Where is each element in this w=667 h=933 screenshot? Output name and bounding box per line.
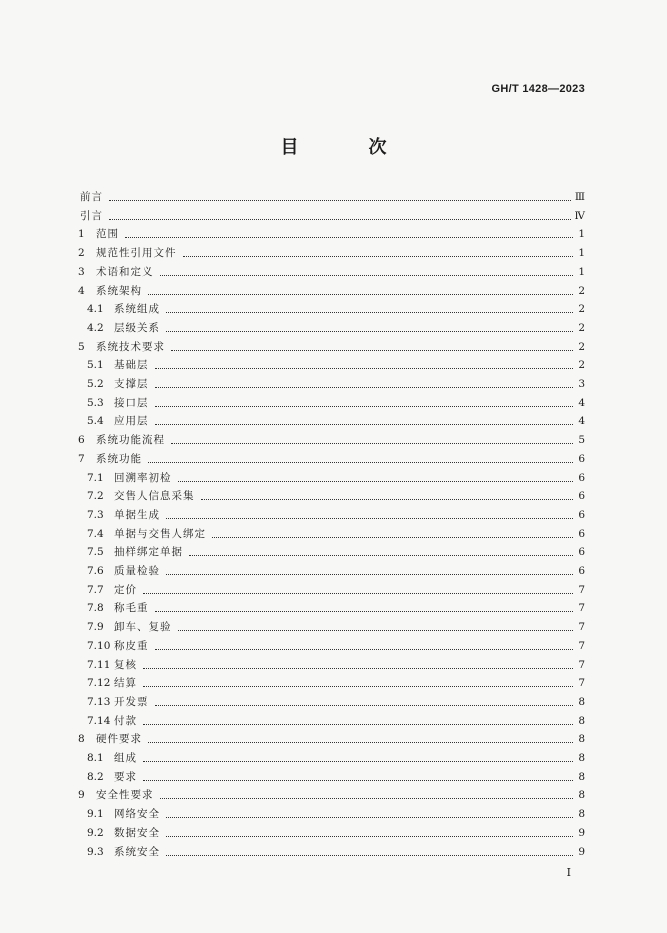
toc-entry-page: 6 xyxy=(578,565,585,577)
toc-entry-page: 4 xyxy=(578,415,585,428)
toc-entry-number: 7.6 xyxy=(87,565,104,577)
toc-entry-label: 基础层 xyxy=(114,359,149,372)
toc-entry-number: 7.7 xyxy=(87,583,104,596)
toc-entry-number: 4 xyxy=(78,284,85,297)
toc-entry-number: 7.5 xyxy=(87,546,104,559)
toc-entry[interactable] xyxy=(87,676,585,690)
toc-entry[interactable] xyxy=(87,751,585,765)
toc-entry-label: 硬件要求 xyxy=(96,733,142,746)
toc-entry-page: 7 xyxy=(578,677,585,690)
toc-entry-label: 单据生成 xyxy=(114,508,160,521)
toc-entry-number: 1 xyxy=(78,228,85,241)
toc-leader-dots xyxy=(166,854,573,856)
toc-entry-label: 支撑层 xyxy=(114,378,149,390)
toc-entry[interactable] xyxy=(87,845,585,859)
toc-entry[interactable] xyxy=(87,564,585,578)
toc-leader-dots xyxy=(109,199,571,201)
toc-entry-label: 卸车、复验 xyxy=(114,621,172,634)
toc-entry-label: 称皮重 xyxy=(114,639,149,652)
toc-leader-dots xyxy=(166,311,573,313)
toc-entry[interactable] xyxy=(87,471,585,485)
toc-entry-page: 9 xyxy=(578,826,585,839)
toc-entry-label: 系统组成 xyxy=(114,303,160,316)
toc-entry[interactable] xyxy=(87,358,585,372)
toc-entry-page: 1 xyxy=(578,228,585,241)
toc-entry[interactable] xyxy=(87,658,585,672)
toc-entry-page: 3 xyxy=(578,378,585,390)
toc-entry-page: 8 xyxy=(578,770,585,783)
toc-entry[interactable] xyxy=(87,527,585,541)
toc-entry-label: 前言 xyxy=(80,191,103,203)
toc-leader-dots xyxy=(155,367,574,369)
toc-leader-dots xyxy=(125,236,573,238)
toc-entry-label: 引言 xyxy=(80,209,103,222)
toc-entry-label: 定价 xyxy=(114,583,137,596)
toc-leader-dots xyxy=(178,629,574,631)
toc-entry-label: 术语和定义 xyxy=(96,265,154,278)
toc-entry-page: 8 xyxy=(578,808,585,821)
toc-entry-page: 7 xyxy=(578,621,585,634)
toc-entry-page: 6 xyxy=(578,490,585,503)
toc-entry-page: 1 xyxy=(578,265,585,278)
toc-entry[interactable] xyxy=(78,190,585,204)
toc-leader-dots xyxy=(160,274,574,276)
toc-leader-dots xyxy=(143,760,573,762)
toc-entry-number: 7.10 xyxy=(87,639,111,652)
toc-entry-label: 组成 xyxy=(114,752,137,764)
toc-entry-page: 8 xyxy=(578,789,585,802)
toc-leader-dots xyxy=(189,554,573,556)
toc-leader-dots xyxy=(160,797,574,799)
toc-entry-page: 7 xyxy=(578,658,585,671)
toc-entry-page: Ⅲ xyxy=(574,191,585,203)
toc-entry-page: 2 xyxy=(578,284,585,297)
toc-entry-number: 2 xyxy=(78,247,85,260)
toc-entry-label: 称毛重 xyxy=(114,602,149,615)
toc-entry-label: 系统架构 xyxy=(96,284,142,297)
toc-entry-number: 3 xyxy=(78,265,85,278)
toc-leader-dots xyxy=(109,218,571,220)
toc-entry-number: 9.2 xyxy=(87,826,104,839)
toc-entry-page: 7 xyxy=(578,602,585,615)
toc-entry-number: 9.3 xyxy=(87,845,104,858)
toc-leader-dots xyxy=(148,461,573,463)
toc-entry-number: 8.2 xyxy=(87,770,104,783)
toc-leader-dots xyxy=(201,498,574,500)
toc-entry[interactable] xyxy=(87,302,585,316)
toc-entry-number: 5.1 xyxy=(87,359,104,372)
toc-entry-label: 系统安全 xyxy=(114,845,160,858)
toc-entry-label: 复核 xyxy=(114,658,137,671)
toc-entry-page: 1 xyxy=(578,247,585,260)
toc-leader-dots xyxy=(166,517,573,519)
toc-leader-dots xyxy=(166,835,573,837)
toc-entry[interactable] xyxy=(78,452,585,466)
toc-entry[interactable] xyxy=(87,377,585,391)
toc-entry-number: 7.3 xyxy=(87,508,104,521)
toc-entry-label: 回溯率初检 xyxy=(114,471,172,484)
toc-entry-label: 要求 xyxy=(114,770,137,783)
toc-entry-page: 2 xyxy=(578,303,585,316)
toc-entry-label: 系统技术要求 xyxy=(96,340,165,353)
toc-entry[interactable] xyxy=(78,788,585,802)
toc-entry-label: 单据与交售人绑定 xyxy=(114,527,206,540)
toc-entry-number: 5 xyxy=(78,340,85,353)
toc-entry[interactable] xyxy=(87,396,585,410)
toc-entry-page: 7 xyxy=(578,639,585,652)
toc-entry-number: 4.2 xyxy=(87,321,104,334)
toc-leader-dots xyxy=(166,573,573,575)
toc-leader-dots xyxy=(148,741,573,743)
toc-entry[interactable] xyxy=(87,489,585,503)
toc-entry-number: 9 xyxy=(78,789,85,802)
toc-entry-page: 8 xyxy=(578,714,585,727)
toc-leader-dots xyxy=(155,405,574,407)
toc-entry-number: 8.1 xyxy=(87,752,104,764)
toc-entry[interactable] xyxy=(78,209,585,223)
toc-entry-number: 7.13 xyxy=(87,695,111,708)
toc-leader-dots xyxy=(143,779,573,781)
toc-entry[interactable] xyxy=(87,601,585,615)
toc-entry-label: 开发票 xyxy=(114,695,149,708)
toc-leader-dots xyxy=(155,610,574,612)
toc-leader-dots xyxy=(171,442,573,444)
toc-entry-number: 5.4 xyxy=(87,415,104,428)
toc-entry[interactable] xyxy=(78,246,585,260)
toc-leader-dots xyxy=(212,536,573,538)
toc-entry-page: 6 xyxy=(578,452,585,465)
toc-entry-label: 付款 xyxy=(114,714,137,727)
toc-entry-number: 4.1 xyxy=(87,303,104,316)
toc-entry[interactable] xyxy=(87,321,585,335)
toc-entry[interactable] xyxy=(87,414,585,428)
toc-entry-number: 7.4 xyxy=(87,527,104,540)
toc-entry-number: 9.1 xyxy=(87,808,104,821)
toc-leader-dots xyxy=(143,667,573,669)
toc-entry-page: Ⅳ xyxy=(574,209,585,222)
toc-entry[interactable] xyxy=(87,695,585,709)
toc-entry[interactable] xyxy=(87,639,585,653)
toc-leader-dots xyxy=(166,330,573,332)
toc-entry[interactable] xyxy=(87,620,585,634)
toc-leader-dots xyxy=(155,386,574,388)
footer-page-number: Ⅰ xyxy=(566,866,571,879)
toc-entry[interactable] xyxy=(87,807,585,821)
toc-entry-page: 2 xyxy=(578,321,585,334)
toc-entry[interactable] xyxy=(78,340,585,354)
toc-entry-label: 结算 xyxy=(114,677,137,690)
toc-entry-number: 7.2 xyxy=(87,490,104,503)
toc-leader-dots xyxy=(143,723,573,725)
toc-entry-number: 6 xyxy=(78,434,85,447)
toc-entry-label: 层级关系 xyxy=(114,321,160,334)
toc-entry-number: 7.8 xyxy=(87,602,104,615)
toc-entry-number: 5.2 xyxy=(87,378,104,390)
toc-entry-number: 7.1 xyxy=(87,471,104,484)
toc-entry-page: 6 xyxy=(578,508,585,521)
toc-leader-dots xyxy=(143,592,573,594)
toc-leader-dots xyxy=(143,685,573,687)
toc-entry-label: 数据安全 xyxy=(114,826,160,839)
toc-leader-dots xyxy=(155,423,574,425)
toc-entry[interactable] xyxy=(78,265,585,279)
toc-entry-page: 8 xyxy=(578,733,585,746)
toc-entry-page: 2 xyxy=(578,340,585,353)
toc-entry[interactable] xyxy=(78,433,585,447)
toc-entry-label: 系统功能流程 xyxy=(96,434,165,447)
toc-entry-number: 7.9 xyxy=(87,621,104,634)
toc-entry-number: 7.11 xyxy=(87,658,111,671)
toc-leader-dots xyxy=(155,704,574,706)
toc-entry-number: 7.14 xyxy=(87,714,111,727)
toc-entry-page: 4 xyxy=(578,396,585,409)
toc-leader-dots xyxy=(166,816,573,818)
toc-leader-dots xyxy=(148,293,573,295)
toc-leader-dots xyxy=(183,255,574,257)
toc-entry-page: 6 xyxy=(578,527,585,540)
toc-entry-page: 8 xyxy=(578,752,585,764)
toc-entry[interactable] xyxy=(87,545,585,559)
toc-entry[interactable] xyxy=(87,714,585,728)
toc-entry-label: 安全性要求 xyxy=(96,789,154,802)
toc-entry-label: 抽样绑定单据 xyxy=(114,546,183,559)
toc-entry[interactable] xyxy=(78,284,585,298)
toc-entry[interactable] xyxy=(87,826,585,840)
toc-entry[interactable] xyxy=(87,770,585,784)
toc-leader-dots xyxy=(155,648,574,650)
toc-entry-number: 8 xyxy=(78,733,85,746)
toc-entry-page: 5 xyxy=(578,434,585,447)
toc-entry-label: 系统功能 xyxy=(96,452,142,465)
toc-entry-number: 5.3 xyxy=(87,396,104,409)
toc-leader-dots xyxy=(171,349,573,351)
toc-entry-label: 质量检验 xyxy=(114,565,160,577)
toc-entry-page: 7 xyxy=(578,583,585,596)
toc-entry-label: 应用层 xyxy=(114,415,149,428)
toc-entry[interactable] xyxy=(87,583,585,597)
toc-entry-number: 7.12 xyxy=(87,677,111,690)
toc-entry-label: 规范性引用文件 xyxy=(96,247,177,260)
toc-entry-page: 6 xyxy=(578,546,585,559)
toc-entry-page: 8 xyxy=(578,695,585,708)
toc-entry-page: 9 xyxy=(578,845,585,858)
toc-entry[interactable] xyxy=(78,732,585,746)
toc-entry-page: 6 xyxy=(578,471,585,484)
toc-entry-page: 2 xyxy=(578,359,585,372)
toc-entry[interactable] xyxy=(78,227,585,241)
toc-entry[interactable] xyxy=(87,508,585,522)
toc-entry-label: 范围 xyxy=(96,228,119,241)
standard-code: GH/T 1428—2023 xyxy=(491,83,585,95)
page-title: 目 次 xyxy=(280,137,413,158)
toc-entry-label: 交售人信息采集 xyxy=(114,490,195,503)
toc-entry-label: 网络安全 xyxy=(114,808,160,821)
toc-leader-dots xyxy=(178,480,574,482)
toc-entry-label: 接口层 xyxy=(114,396,149,409)
toc-entry-number: 7 xyxy=(78,452,85,465)
